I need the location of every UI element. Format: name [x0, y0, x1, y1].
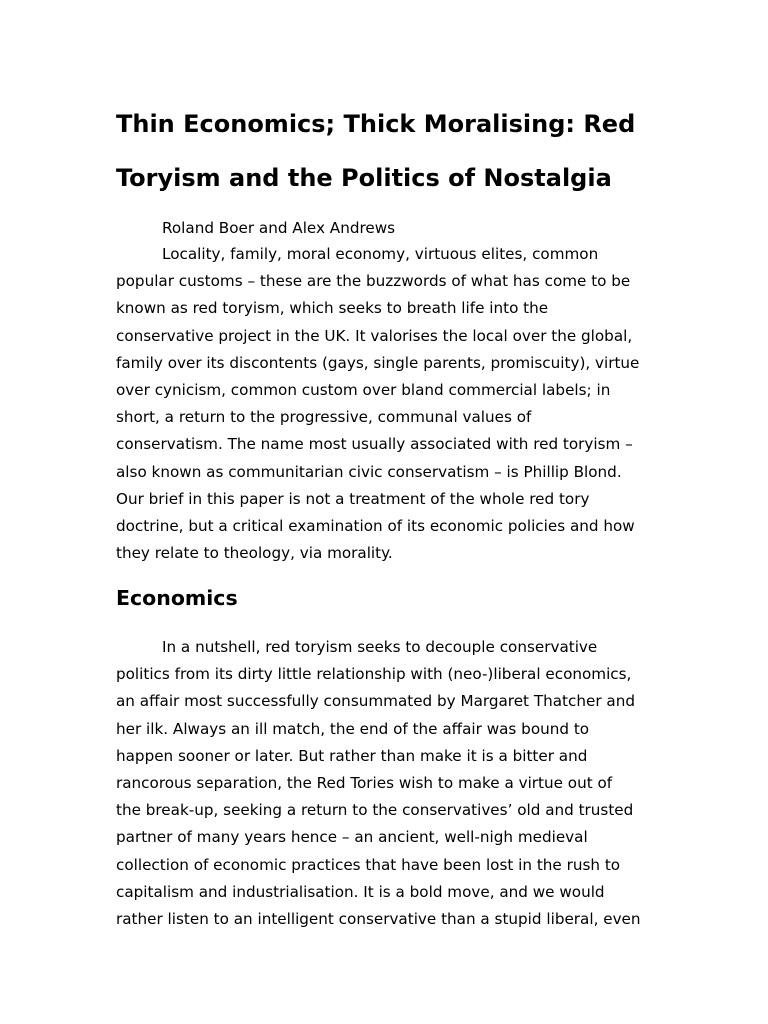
- section-heading-economics: Economics: [116, 586, 238, 610]
- paragraph-line: partner of many years hence – an ancient, well-nigh medieval: [116, 828, 588, 847]
- paragraph-line: In a nutshell, red toryism seeks to decouple conservative: [162, 638, 598, 656]
- paragraph-line: they relate to theology, via morality.: [116, 544, 393, 563]
- paragraph-line: also known as communitarian civic conservatism – is Phillip Blond.: [116, 462, 622, 481]
- paragraph-line: doctrine, but a critical examination of its economic policies and how: [116, 516, 635, 535]
- paragraph-line: the break-up, seeking a return to the conservatives’ old and trusted: [116, 801, 634, 820]
- paragraph-line: collection of economic practices that have been lost in the rush to: [116, 855, 621, 874]
- paragraph-line: happen sooner or later. But rather than make it is a bitter and: [116, 746, 588, 765]
- intro-paragraph: [116, 241, 656, 567]
- paragraph-line: short, a return to the progressive, communal values of: [116, 408, 532, 427]
- paragraph-line: Our brief in this paper is not a treatment of the whole red tory: [116, 489, 590, 508]
- paragraph-line: known as red toryism, which seeks to breath life into the: [116, 299, 549, 318]
- paragraph-line: popular customs – these are the buzzwords of what has come to be: [116, 272, 631, 291]
- paragraph-line: her ilk. Always an ill match, the end of the affair was bound to: [116, 719, 590, 738]
- document-title-line-2: Toryism and the Politics of Nostalgia: [116, 164, 612, 192]
- economics-paragraph: [116, 634, 656, 933]
- paragraph-line: rancorous separation, the Red Tories wish to make a virtue out of: [116, 773, 613, 792]
- paragraph-line: politics from its dirty little relationship with (neo-)liberal economics,: [116, 665, 632, 684]
- paragraph-line: an affair most successfully consummated by Margaret Thatcher and: [116, 692, 635, 711]
- paragraph-line: family over its discontents (gays, single parents, promiscuity), virtue: [116, 353, 640, 372]
- author-names: Roland Boer and Alex Andrews: [162, 219, 396, 237]
- document-title-line-1: Thin Economics; Thick Moralising: Red: [116, 110, 636, 138]
- paragraph-line: over cynicism, common custom over bland commercial labels; in: [116, 380, 611, 399]
- paragraph-line: conservatism. The name most usually associated with red toryism –: [116, 435, 633, 454]
- paragraph-line: rather listen to an intelligent conservative than a stupid liberal, even: [116, 909, 641, 928]
- paragraph-line: capitalism and industrialisation. It is a bold move, and we would: [116, 882, 605, 901]
- paragraph-line: conservative project in the UK. It valorises the local over the global,: [116, 326, 633, 345]
- paragraph-line: Locality, family, moral economy, virtuous elites, common: [162, 245, 599, 263]
